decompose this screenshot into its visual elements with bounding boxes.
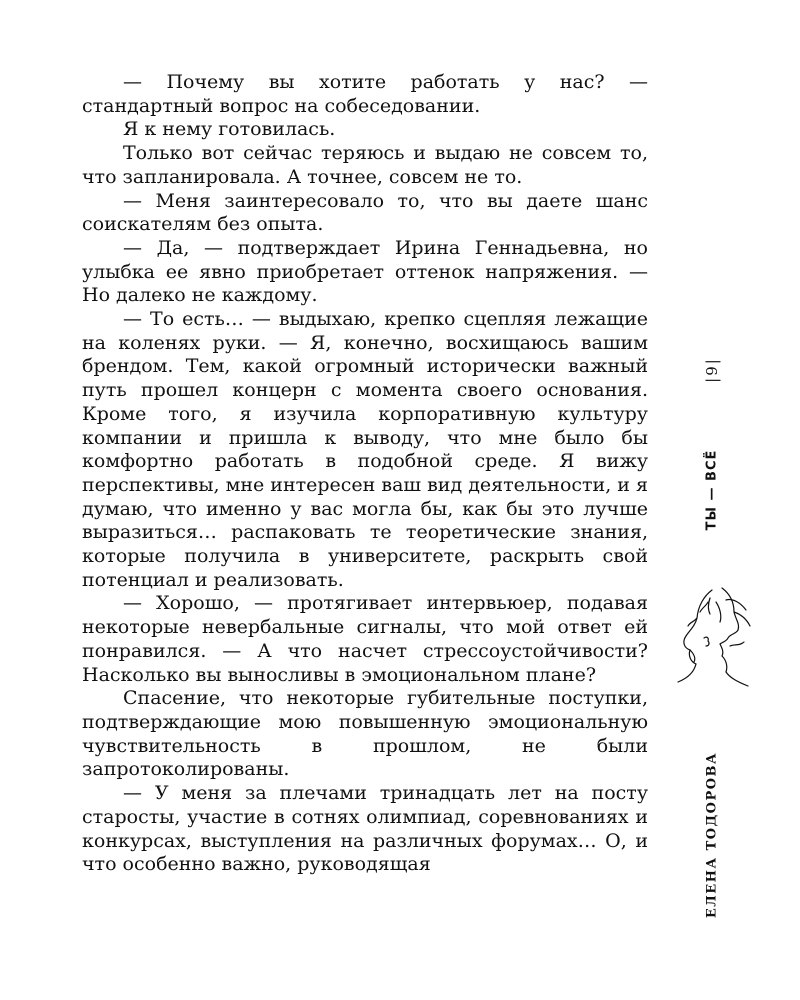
book-title-text: ТЫ — ВСЁ bbox=[704, 449, 720, 531]
paragraph: — У меня за плечами тринадцать лет на посту старосты, участие в сотнях олимпиад, соревнованиях и конкурсах, выступления на различных форумах… О, и что особенно важно, руководящая bbox=[82, 782, 648, 876]
body-text bbox=[82, 71, 648, 877]
paragraph: — То есть… — выдыхаю, крепко сцепляя лежащие на коленях руки. — Я, конечно, восхищаюсь вашим брендом. Тем, какой огромный исторически важный путь прошел концерн с момента своего основания. Кроме того, я изучила корпоративную культуру компании и пришла к выводу, что мне было бы комфортно работать в подобной среде. Я вижу перспективы, мне интересен ваш вид деятельности, и я думаю, что именно у вас могла бы, как бы это лучше выразиться… распаковать те теоретические знания, которые получила в университете, раскрыть свой потенциал и реализовать. bbox=[82, 308, 648, 591]
paragraph: — Хорошо, — протягивает интервьюер, подавая некоторые невербальные сигналы, что мой ответ ей понравился. — А что насчет стрессоустойчивости? Насколько вы выносливы в эмоциональном плане? bbox=[82, 592, 648, 686]
paragraph: — Почему вы хотите работать у нас? — стандартный вопрос на собеседовании. bbox=[82, 71, 648, 117]
page-number-text: |9| bbox=[703, 357, 721, 383]
paragraph: Только вот сейчас теряюсь и выдаю не совсем то, что запланировала. А точнее, совсем не то. bbox=[82, 142, 648, 188]
paragraph: Спасение, что некоторые губительные поступки, подтверждающие мою повышенную эмоциональную чувствительность в прошлом, не были запротоколированы. bbox=[82, 687, 648, 781]
paragraph: — Да, — подтверждает Ирина Геннадьевна, но улыбка ее явно приобретает оттенок напряжения. — Но далеко не каждому. bbox=[82, 236, 648, 307]
author-text: ЕЛЕНА ТОДОРОВА bbox=[704, 751, 720, 919]
paragraph: Я к нему готовилась. bbox=[123, 118, 336, 141]
paragraph: — Меня заинтересовало то, что вы даете шанс соискателям без опыта. bbox=[82, 189, 648, 236]
kissing-couple-line-art-icon bbox=[664, 582, 760, 692]
